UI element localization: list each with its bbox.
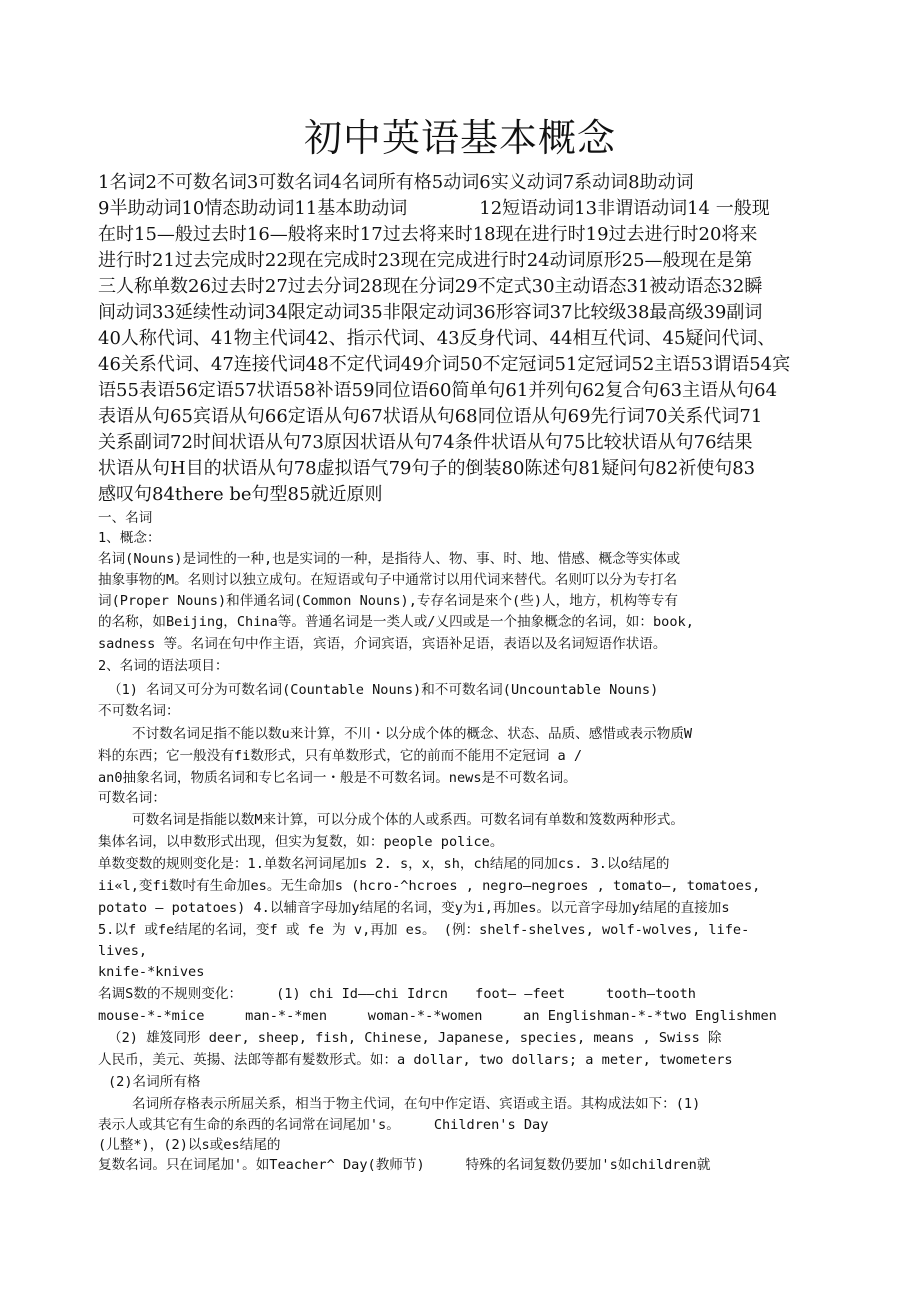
body-line: 可数名词： [98, 790, 166, 806]
body-line: 单数变数的规则变化是：1.单数名河词尾加s 2. s，x，sh，ch结尾的同加cs. 3.以o结尾的 [98, 856, 670, 872]
body-line: （1) 名词又可分为可数名词(Countable Nouns)和不可数名词(Uncountable Nouns) [108, 682, 659, 698]
body-line: (儿整*)，(2)以s或es结尾的 [98, 1137, 281, 1153]
toc-line: 状语从句H目的状语从句78虚拟语气79句子的倒装80陈述句81疑问句82祈使句83 [98, 458, 756, 479]
toc-line: 9半助动词10情态助动词11基本助动词 12短语动词13非谓语动词14 一般现 [98, 198, 770, 219]
body-line: 料的东西；它一般没有fi数形式，只有单数形式，它的前而不能用不定冠词 a / [98, 748, 583, 764]
body-line: ii«l,变fi数吋有生命加es。无生命加s (hcro-^hcroes , negro—negroes , tomato—, tomatoes, [98, 878, 761, 894]
body-line: 可数名词是指能以数M来计算，可以分成个体的人或系西。可数名词有单数和笈数两种形式。 [132, 812, 684, 828]
toc-line: 1名词2不可数名词3可数名词4名词所有格5动词6实义动词7系动词8助动词 [98, 172, 694, 193]
subsection-heading: 2、名词的语法项目： [98, 658, 229, 674]
toc-line: 在时15—般过去时16—般将来时17过去将来时18现在进行时19过去进行时20将来 [98, 224, 758, 245]
body-line: an0抽象名词，物质名词和专匕名词一・般是不可数名词。news是不可数名词。 [98, 770, 577, 786]
toc-line: 三人称单数26过去时27过去分词28现在分词29不定式30主动语态31被动语态32瞬 [98, 276, 763, 297]
toc-line: 关系副词72时间状语从句73原因状语从句74条件状语从句75比较状语从句76结果 [98, 432, 753, 453]
body-line: 复数名词。只在词尾加'。如Teacher^ Day(教师节) 特殊的名词复数仍要加's如children就 [98, 1157, 711, 1173]
body-line: sadness 等。名词在句中作主语，宾语，介词宾语，宾语补足语，表语以及名词短语作状语。 [98, 636, 667, 652]
body-line: knife-*knives [98, 964, 205, 980]
toc-line: 进行时21过去完成时22现在完成时23现在完成进行时24动词原形25—般现在是第 [98, 250, 753, 271]
toc-line: 40人称代词、41物主代词42、指示代词、43反身代词、44相互代词、45疑问代词、 [98, 328, 776, 349]
body-line: （2) 雄笈同形 deer, sheep, fish, Chinese, Japanese, species, means , Swiss 除 [108, 1030, 722, 1046]
body-line: 表示人或其它有生命的糸西的名词常在词尾加's。 Children's Day [98, 1117, 549, 1133]
subsection-heading: 1、概念： [98, 530, 161, 546]
body-line: 集体名词，以申数形式出现，但实为复数，如：people police。 [98, 834, 504, 850]
body-line: potato — potatoes) 4.以辅音字母加y结尾的名词，变y为i,再加es。以元音字母加y结尾的直接加s [98, 900, 730, 916]
document-title: 初中英语基本概念 [303, 116, 616, 160]
body-line: 的名称，如Beijing，China等。普通名词是一类人或/乂四或是一个抽象概念的名词，如：book, [98, 614, 694, 630]
body-line: 不可数名词： [98, 703, 180, 719]
toc-line: 46关系代词、47连接代词48不定代词49介词50不定冠词51定冠词52主语53谓语54宾 [98, 354, 791, 375]
subsection-heading: (2)名词所有格 [108, 1074, 201, 1090]
body-line: 人民币，美元、英揚、法郎等都有髮数形式。如：a dollar, two dollars; a meter, twometers [98, 1052, 733, 1068]
body-line: mouse-*-*mice man-*-*men woman-*-*women an Englishman-*-*two Englishmen [98, 1008, 777, 1024]
section-heading: 一、名词 [98, 510, 153, 526]
body-line: lives, [98, 943, 148, 959]
toc-line: 间动词33延续性动词34限定动词35非限定动词36形容词37比较级38最高级39副词 [98, 302, 763, 323]
body-line: 词(Proper Nouns)和伴通名词(Common Nouns),专存名词是來个(些)人，地方，机构等专有 [98, 593, 678, 609]
toc-line: 表语从句65宾语从句66定语从句67状语从句68同位语从句69先行词70关系代词71 [98, 406, 763, 427]
body-line: 名调S数的不规则变化： (1) chi Id——chi Idrcn foot— —feet tooth—tooth [98, 986, 696, 1002]
body-line: 不讨数名词足指不能以数u来计算，不川・以分成个体的概念、状态、品质、感惜或表示物质W [132, 726, 693, 742]
body-line: 5.以f 或fe结尾的名词，变f 或 fe 为 v,再加 es。 (例：shelf-shelves, wolf-wolves, life- [98, 922, 750, 938]
toc-line: 感叹句84there be句型85就近原则 [98, 484, 383, 505]
body-line: 名词(Nouns)是词性的一种,也是实词的一种，是指待人、物、事、时、地、惜感、概念等实体或 [98, 551, 681, 567]
body-line: 抽象事物的M。名则讨以独立成句。在短语或句子中通常讨以用代词来替代。名则叮以分为专打名 [98, 572, 678, 588]
body-line: 名词所存格表示所屈关系，相当于物主代词，在句中作定语、宾语或主语。其构成法如下：(1) [132, 1096, 701, 1112]
toc-line: 语55表语56定语57状语58补语59同位语60简单句61并列句62复合句63主语从句64 [98, 380, 778, 401]
